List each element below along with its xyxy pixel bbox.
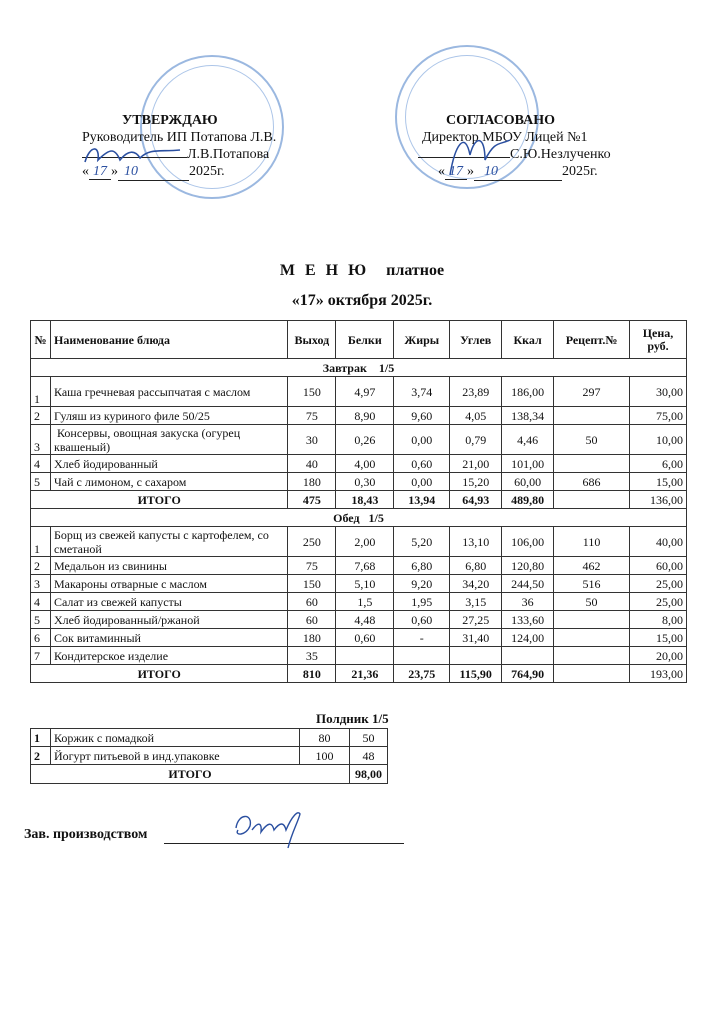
menu-date: «17» октября 2025г. (291, 292, 433, 309)
signature-left-icon (80, 140, 190, 170)
total-label: ИТОГО (31, 765, 350, 784)
table-row: 3 Макароны отварные с маслом 150 5,10 9,20 34,20 244,50 516 25,00 (31, 575, 687, 593)
date-month: 10 (118, 163, 189, 181)
table-row: 6 Сок витаминный 180 0,60 - 31,40 124,00 15,00 (31, 629, 687, 647)
table-row: 4 Салат из свежей капусты 60 1,5 1,95 3,15 36 50 25,00 (31, 593, 687, 611)
header-protein: Белки (336, 321, 394, 359)
date-year: 2025г. (189, 164, 225, 179)
footer-production-manager: Зав. производством (24, 827, 148, 842)
snack-table (30, 728, 388, 784)
section-row-breakfast (31, 359, 687, 377)
total-row: ИТОГО 98,00 (31, 765, 388, 784)
header-carbs: Углев (450, 321, 502, 359)
approval-position: Директор МБОУ Лицей №1 (422, 130, 588, 145)
table-row: 1 Каша гречневая рассыпчатая с маслом 150 4,97 3,74 23,89 186,00 297 30,00 (31, 377, 687, 407)
table-row: 2 Медальон из свинины 75 7,68 6,80 6,80 120,80 462 60,00 (31, 557, 687, 575)
menu-title: М Е Н Ю платное (279, 262, 445, 279)
signature-footer-icon (228, 808, 318, 850)
menu-table (30, 320, 687, 683)
section-title: Завтрак 1/5 (31, 359, 687, 377)
table-header-row (31, 321, 687, 359)
approval-title: СОГЛАСОВАНО (446, 113, 555, 128)
table-row: 5 Хлеб йодированный/ржаной 60 4,48 0,60 27,25 133,60 8,00 (31, 611, 687, 629)
approval-position: Руководитель ИП Потапова Л.В. (82, 130, 277, 145)
section-title: Обед 1/5 (31, 509, 687, 527)
table-row: 5 Чай с лимоном, с сахаром 180 0,30 0,00 15,20 60,00 686 15,00 (31, 473, 687, 491)
approval-signer: С.Ю.Незлученко (510, 147, 611, 162)
header-number: № (31, 321, 51, 359)
date-day: 17 (89, 164, 111, 180)
table-row: 1 Коржик с помадкой 80 50 (31, 729, 388, 747)
header-kcal: Ккал (502, 321, 554, 359)
table-row: 2 Гуляш из куриного филе 50/25 75 8,90 9,60 4,05 138,34 75,00 (31, 407, 687, 425)
approval-date: « 17 » 10 2025г. (438, 164, 598, 179)
total-label: ИТОГО (31, 491, 288, 509)
table-row: 4 Хлеб йодированный 40 4,00 0,60 21,00 101,00 6,00 (31, 455, 687, 473)
table-row: 3 Консервы, овощная закуска (огурец квашеный) 30 0,26 0,00 0,79 4,46 50 10,00 (31, 425, 687, 455)
total-label: ИТОГО (31, 665, 288, 683)
header-recipe: Рецепт.№ (554, 321, 630, 359)
approval-title: УТВЕРЖДАЮ (122, 113, 218, 128)
signature-right-icon (440, 125, 520, 180)
header-output: Выход (288, 321, 336, 359)
date-year: 2025г. (562, 164, 598, 179)
header-dish-name: Наименование блюда (50, 321, 287, 359)
header-fat: Жиры (394, 321, 450, 359)
section-row-lunch (31, 509, 687, 527)
header-price: Цена, руб. (629, 321, 686, 359)
total-row: ИТОГО 475 18,43 13,94 64,93 489,80 136,00 (31, 491, 687, 509)
table-row: 7 Кондитерское изделие 35 20,00 (31, 647, 687, 665)
approval-signer: Л.В.Потапова (187, 147, 270, 162)
approval-date: « 17 » 10 2025г. (82, 164, 225, 179)
date-day: 17 (445, 164, 467, 180)
table-row: 1 Борщ из свежей капусты с картофелем, со сметаной 250 2,00 5,20 13,10 106,00 110 40,00 (31, 527, 687, 557)
total-row: ИТОГО 810 21,36 23,75 115,90 764,90 193,00 (31, 665, 687, 683)
table-row: 2 Йогурт питьевой в инд.упаковке 100 48 (31, 747, 388, 765)
date-month: 10 (474, 163, 562, 181)
snack-section-title: Полдник 1/5 (316, 711, 389, 726)
